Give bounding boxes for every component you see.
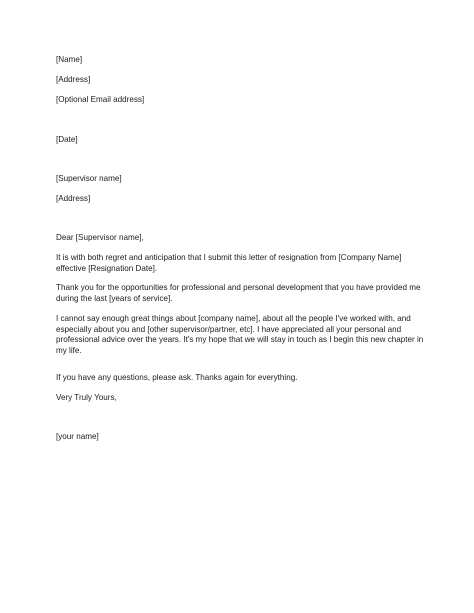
sender-email: [Optional Email address] xyxy=(56,95,145,104)
paragraph-line: during the last [years of service]. xyxy=(56,293,173,303)
salutation: Dear [Supervisor name], xyxy=(56,233,144,242)
closing: Very Truly Yours, xyxy=(56,393,117,402)
sender-address: [Address] xyxy=(56,75,91,84)
sender-name: [Name] xyxy=(56,55,83,64)
paragraph-resignation xyxy=(56,253,402,274)
recipient-address: [Address] xyxy=(56,194,91,203)
paragraph-line: Thank you for the opportunities for professional and personal development that you have provided me xyxy=(56,283,421,292)
paragraph-questions xyxy=(56,373,297,384)
paragraph-line: especially about you and [other supervisor/partner, etc]. I have appreciated all your personal and xyxy=(56,324,402,334)
paragraph-line: my life. xyxy=(56,345,82,355)
paragraph-line: effective [Resignation Date]. xyxy=(56,263,158,273)
paragraph-praise xyxy=(56,314,423,356)
paragraph-thanks xyxy=(56,283,420,304)
paragraph-line: It is with both regret and anticipation that I submit this letter of resignation from [Company Name] xyxy=(56,253,402,262)
paragraph-line: I cannot say enough great things about [company name], about all the people I've worked with, and xyxy=(56,314,411,323)
letter-date: [Date] xyxy=(56,135,78,144)
signature: [your name] xyxy=(56,432,99,441)
recipient-name: [Supervisor name] xyxy=(56,174,122,183)
paragraph-line: If you have any questions, please ask. Thanks again for everything. xyxy=(56,373,298,382)
paragraph-line: professional advice over the years. It's my hope that we will stay in touch as I begin this new chapter in xyxy=(56,335,424,345)
